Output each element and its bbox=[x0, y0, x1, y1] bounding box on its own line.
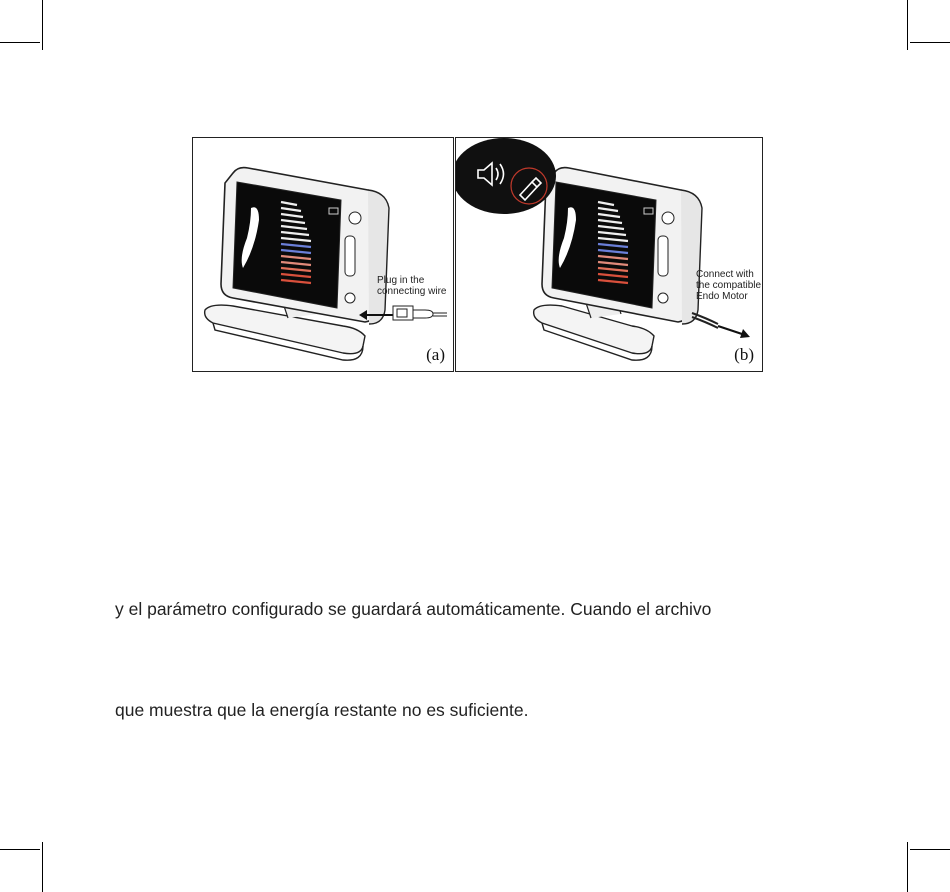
caption-b: (b) bbox=[734, 345, 754, 364]
callout-a-line2: connecting wire bbox=[377, 286, 447, 297]
callout-b-line3: Endo Motor bbox=[696, 291, 748, 302]
callout-b bbox=[696, 269, 761, 302]
caption-a: (a) bbox=[426, 345, 445, 364]
crop-mark-top-left-v bbox=[42, 0, 43, 50]
crop-mark-bottom-left-v bbox=[42, 842, 43, 892]
crop-mark-bottom-right-h bbox=[910, 849, 950, 850]
crop-mark-top-right-h bbox=[910, 42, 950, 43]
callout-a bbox=[377, 275, 446, 297]
crop-mark-bottom-left-h bbox=[0, 849, 40, 850]
callout-b-line1: Connect with bbox=[696, 269, 754, 280]
body-text-line-1: y el parámetro configurado se guardará automáticamente. Cuando el archivo bbox=[115, 599, 712, 619]
crop-mark-top-right-v bbox=[907, 0, 908, 50]
callout-a-line1: Plug in the bbox=[377, 275, 425, 286]
callout-b-line2: the compatible bbox=[696, 280, 762, 291]
crop-mark-bottom-right-v bbox=[907, 842, 908, 892]
figure-a bbox=[192, 137, 454, 372]
body-text-line-2: que muestra que la energía restante no es suficiente. bbox=[115, 700, 529, 720]
device-illustration bbox=[456, 138, 762, 371]
crop-mark-top-left-h bbox=[0, 42, 40, 43]
figure-b bbox=[455, 137, 763, 372]
device-illustration bbox=[193, 138, 453, 371]
